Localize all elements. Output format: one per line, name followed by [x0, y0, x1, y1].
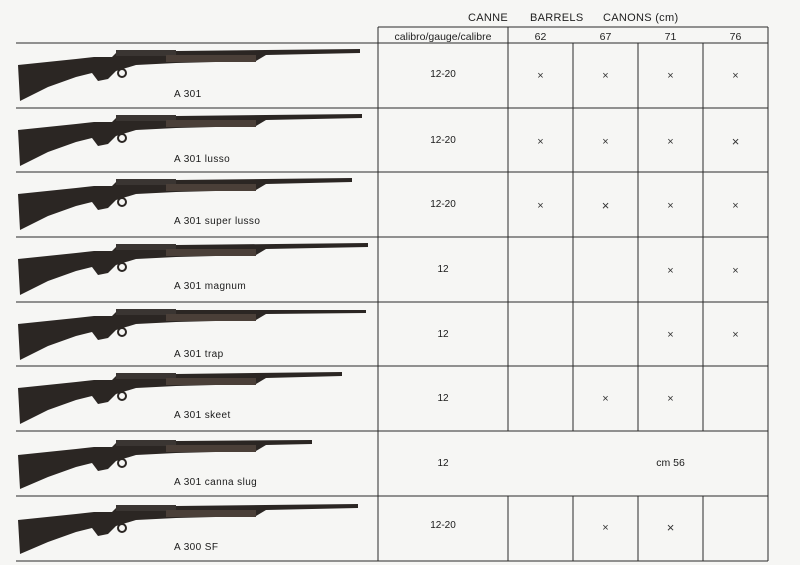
header-barrels: BARRELS [530, 12, 584, 24]
model-name: A 301 magnum [174, 281, 247, 292]
mark-76: × [732, 200, 739, 212]
table-row [16, 366, 768, 431]
model-name: A 301 [174, 89, 202, 100]
barrel-length-note: cm 56 [656, 457, 685, 469]
mark-71: × [667, 136, 674, 148]
mark-76: × [731, 134, 740, 149]
mark-67: × [602, 393, 609, 405]
gauge-value: 12 [437, 393, 449, 404]
table-row [16, 172, 768, 237]
header-length-62: 62 [534, 31, 547, 43]
mark-71: × [667, 393, 674, 405]
header-canne: CANNE [468, 12, 509, 24]
mark-71: × [667, 265, 674, 277]
gauge-value: 12 [437, 458, 449, 469]
mark-67: × [602, 522, 609, 534]
model-name: A 301 canna slug [174, 477, 258, 488]
header-canons: CANONS (cm) [603, 12, 679, 24]
gauge-value: 12-20 [430, 69, 456, 80]
table-row [16, 496, 768, 561]
gauge-value: 12-20 [430, 135, 456, 146]
mark-62: × [537, 200, 544, 212]
gauge-value: 12 [437, 329, 449, 340]
mark-76: × [732, 265, 739, 277]
mark-62: × [537, 136, 544, 148]
mark-67: × [601, 198, 610, 213]
header-length-67: 67 [599, 31, 612, 43]
mark-67: × [602, 70, 609, 82]
mark-71: × [667, 329, 674, 341]
mark-71: × [667, 70, 674, 82]
table-row [16, 108, 768, 173]
model-name: A 300 SF [174, 542, 219, 553]
model-name: A 301 lusso [174, 154, 231, 165]
table-row [16, 43, 768, 108]
mark-71: × [667, 200, 674, 212]
table-row [16, 237, 768, 302]
model-name: A 301 skeet [174, 410, 231, 421]
model-name: A 301 trap [174, 349, 224, 360]
mark-67: × [602, 136, 609, 148]
table-row [16, 431, 768, 496]
table-row [16, 302, 768, 367]
gauge-value: 12-20 [430, 199, 456, 210]
header-gauge: calibro/gauge/calibre [394, 31, 492, 43]
gauge-value: 12-20 [430, 520, 456, 531]
mark-76: × [732, 70, 739, 82]
model-name: A 301 super lusso [174, 216, 261, 227]
header-length-76: 76 [729, 31, 742, 43]
gauge-value: 12 [437, 264, 449, 275]
mark-71: × [666, 520, 675, 535]
header-length-71: 71 [664, 31, 677, 43]
mark-62: × [537, 70, 544, 82]
mark-76: × [732, 329, 739, 341]
